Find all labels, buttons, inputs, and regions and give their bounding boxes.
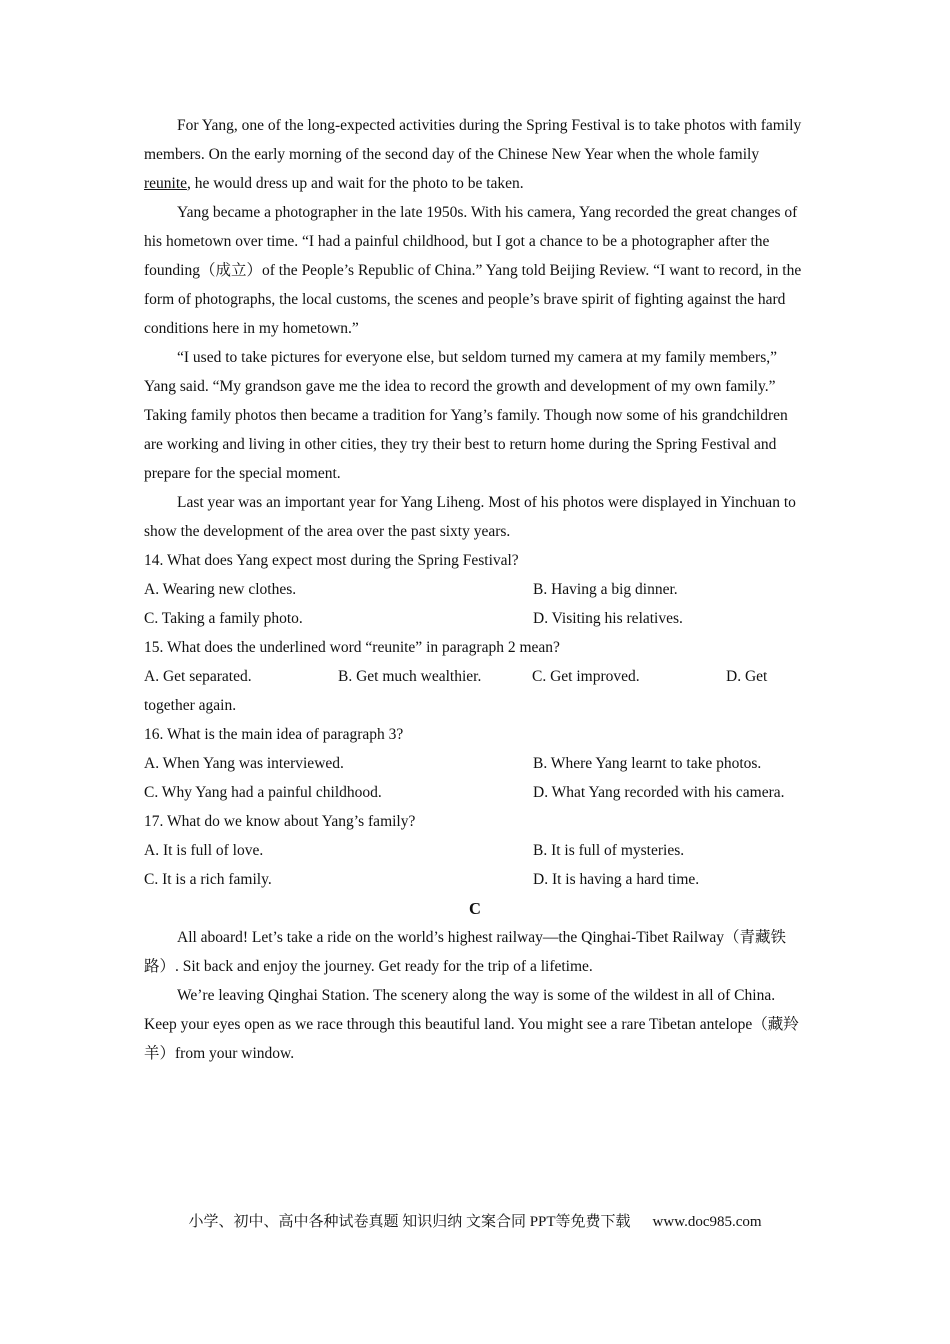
question-15-stem: 15. What does the underlined word “reunite” in paragraph 2 mean?: [144, 639, 560, 656]
question-14-options-row-2: [144, 604, 806, 633]
question-14-stem: 14. What does Yang expect most during the Spring Festival?: [144, 552, 519, 569]
question-17-options-row-2: [144, 865, 806, 894]
question-16-option-d: D. What Yang recorded with his camera.: [533, 784, 785, 801]
question-17-options-row-1: [144, 836, 806, 865]
question-15-option-b: B. Get much wealthier.: [338, 668, 482, 685]
exam-page-body: [144, 111, 806, 1068]
question-14-option-c: C. Taking a family photo.: [144, 610, 303, 627]
question-16-stem: 16. What is the main idea of paragraph 3?: [144, 726, 404, 743]
question-17-stem: 17. What do we know about Yang’s family?: [144, 813, 416, 830]
question-16-option-a: A. When Yang was interviewed.: [144, 755, 344, 772]
question-15-option-d-continued: together again.: [144, 697, 237, 714]
question-16-options-row-2: [144, 778, 806, 807]
question-16-option-b: B. Where Yang learnt to take photos.: [533, 755, 762, 772]
question-17-option-c: C. It is a rich family.: [144, 871, 272, 888]
question-17-option-b: B. It is full of mysteries.: [533, 842, 685, 859]
section-c-paragraph-1: All aboard! Let’s take a ride on the world’s highest railway—the Qinghai-Tibet Railway（青藏铁路）. Sit back and enjoy the journey. Get ready for the trip of a lifetime.: [144, 929, 786, 975]
question-17-option-d: D. It is having a hard time.: [533, 871, 700, 888]
footer-site-link[interactable]: www.doc985.com: [652, 1214, 762, 1230]
page-footer: [0, 1210, 950, 1234]
question-15-option-d: D. Get: [726, 668, 768, 685]
question-15-option-c: C. Get improved.: [532, 668, 640, 685]
section-c-paragraph-2: We’re leaving Qinghai Station. The scenery along the way is some of the wildest in all of China. Keep your eyes open as we race through this beautiful land. You might see a rare Tibetan antelope（藏羚羊）from your window.: [144, 987, 799, 1062]
question-14-options-row-1: [144, 575, 806, 604]
question-17-option-a: A. It is full of love.: [144, 842, 264, 859]
underlined-word-reunite: reunite: [144, 175, 188, 192]
question-15-option-a: A. Get separated.: [144, 668, 252, 685]
question-14-option-b: B. Having a big dinner.: [533, 581, 678, 598]
footer-text: 小学、初中、高中各种试卷真题 知识归纳 文案合同 PPT等免费下载: [188, 1214, 631, 1230]
section-c-heading: C: [469, 899, 481, 918]
question-14-option-d: D. Visiting his relatives.: [533, 610, 683, 627]
question-16-option-c: C. Why Yang had a painful childhood.: [144, 784, 382, 801]
question-14-option-a: A. Wearing new clothes.: [144, 581, 297, 598]
question-16-options-row-1: [144, 749, 806, 778]
passage-paragraph-3: “I used to take pictures for everyone else, but seldom turned my camera at my family members,” Yang said. “My grandson gave me the idea to record the growth and development of my own family.” Taking family photos then became a tradition for Yang’s family. Though now some of his grandchildren are working and living in other cities, they try their best to return home during the Spring Festival and prepare for the special moment.: [144, 349, 788, 482]
passage-paragraph-1: For Yang, one of the long-expected activities during the Spring Festival is to take photos with family members. On the early morning of the second day of the Chinese New Year when the whole family reunite, he would dress up and wait for the photo to be taken.: [144, 117, 802, 192]
question-15-options-row: [144, 662, 806, 691]
passage-paragraph-4: Last year was an important year for Yang Liheng. Most of his photos were displayed in Yinchuan to show the development of the area over the past sixty years.: [144, 494, 796, 540]
passage-paragraph-2: Yang became a photographer in the late 1950s. With his camera, Yang recorded the great changes of his hometown over time. “I had a painful childhood, but I got a chance to be a photographer after the founding（成立）of the People’s Republic of China.” Yang told Beijing Review. “I want to record, in the form of photographs, the local customs, the scenes and people’s brave spirit of fighting against the hard conditions here in my hometown.”: [144, 204, 802, 337]
